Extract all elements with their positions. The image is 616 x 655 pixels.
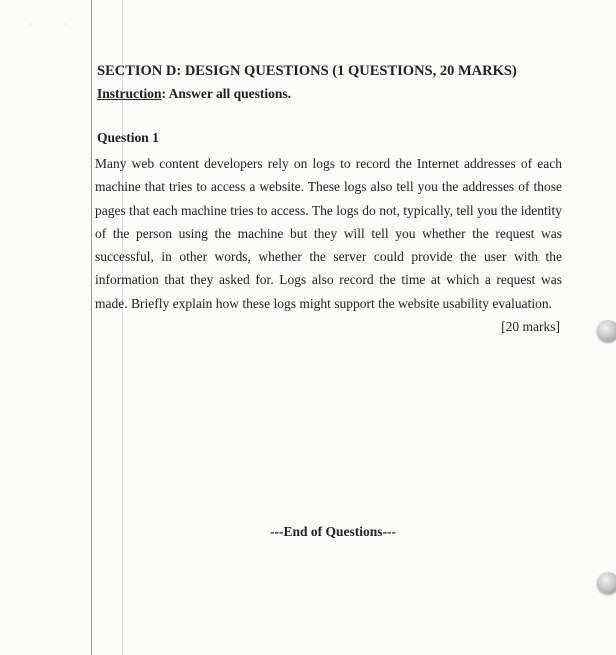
instruction-text: : Answer all questions. (161, 86, 292, 101)
question-marks: [20 marks] (501, 319, 560, 334)
margin-line (91, 0, 92, 655)
question-body: Many web content developers rely on logs to record the Internet addresses of each machine that tries to access a website. These logs also tell you the addresses of those pages that each machine tries to access. The logs do not, typically, tell you the identity of the person using the machine but they will tell you whether the request was successful, in other words, whether the server could provide the user with the information that they asked for. Logs also record the time at which a request was made. Briefly explain how these logs might support the website usability evaluation. (95, 156, 562, 311)
instruction-line (97, 86, 291, 102)
end-of-questions: ---End of Questions--- (269, 524, 396, 539)
punch-hole-top (597, 320, 616, 342)
instruction-label: Instruction (97, 86, 162, 101)
punch-hole-bottom (597, 572, 616, 594)
section-heading: SECTION D: DESIGN QUESTIONS (1 QUESTIONS, 20 MARKS) (97, 63, 517, 79)
question-title: Question 1 (97, 130, 159, 145)
scan-specks: · · · (30, 20, 72, 29)
